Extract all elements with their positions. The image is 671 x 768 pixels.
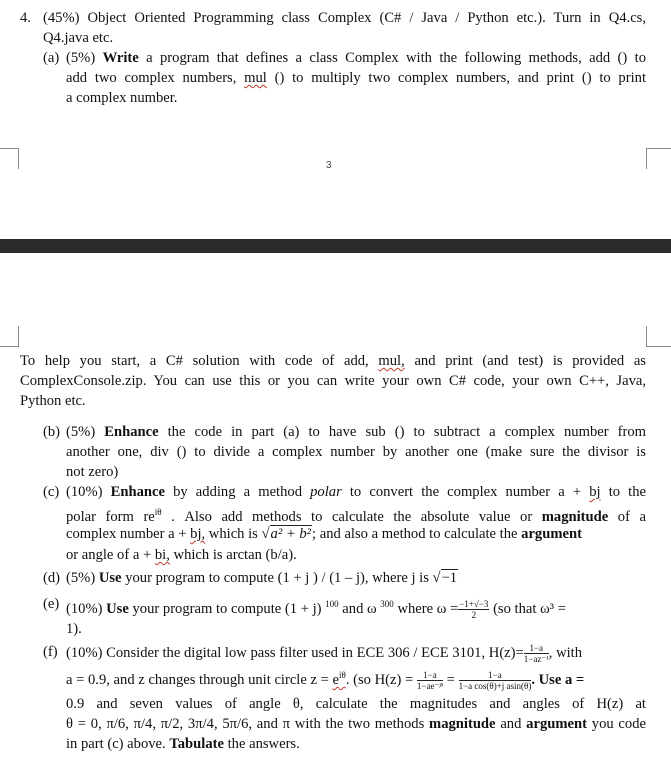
q4-heading-line2: Q4.java etc. bbox=[43, 30, 114, 46]
part-c-line3: complex number a + bj, which is √a² + b²; and also a method to calculate the argument bbox=[66, 526, 582, 542]
part-d-line1: (5%) Use your program to compute (1 + j ) / (1 – j), where j is √−1 bbox=[66, 570, 458, 586]
part-a-line2: add two complex numbers, mul () to multiply two complex numbers, and print () to print bbox=[66, 70, 646, 86]
page-corner-mark bbox=[646, 326, 671, 347]
part-f-label: (f) bbox=[43, 644, 58, 660]
part-c-line1: (10%) Enhance by adding a method polar to convert the complex number a + bj to the bbox=[66, 484, 646, 500]
part-c-label: (c) bbox=[43, 484, 60, 500]
part-b-line3: not zero) bbox=[66, 464, 119, 480]
part-e-line2: 1). bbox=[66, 621, 82, 637]
q4-heading-line1: (45%) Object Oriented Programming class Complex (C# / Java / Python etc.). Turn in Q4.cs, bbox=[43, 10, 646, 26]
part-c-line2: polar form $re^{i\theta}$ . Also add methods to calculate the absolute value or magnitude of a bbox=[66, 507, 646, 525]
part-e-label: (e) bbox=[43, 596, 60, 612]
page-number: 3 bbox=[326, 160, 332, 171]
page-corner-mark bbox=[0, 148, 19, 169]
help-line3: Python etc. bbox=[20, 393, 86, 409]
part-f-line4: θ = 0, π/6, π/4, π/2, 3π/4, 5π/6, and π with the two methods magnitude and argument you code bbox=[66, 716, 646, 732]
part-f-line3: 0.9 and seven values of angle θ, calculate the magnitudes and angles of H(z) at bbox=[66, 696, 646, 712]
part-a-label: (a) bbox=[43, 50, 60, 66]
part-f-line2: a = 0.9, and z changes through unit circle $z = e^{i\theta}$. (so H(z) = $\frac{1-a}{\text{1−ae⁻ʲᶿ}}$ = $\frac{1-a}{\text{1−a cos(θ)+j asin(θ)}}$ . Use a = bbox=[66, 670, 585, 692]
q4-number: 4. bbox=[20, 10, 31, 26]
page-break-band bbox=[0, 239, 671, 253]
part-a-line3: a complex number. bbox=[66, 90, 178, 106]
part-f-line5: in part (c) above. Tabulate the answers. bbox=[66, 736, 300, 752]
part-a-line1: (5%) Write a program that defines a class Complex with the following methods, add () to bbox=[66, 50, 646, 66]
part-c-line4: or angle of a + bi, which is arctan (b/a). bbox=[66, 547, 297, 563]
part-f-line1: (10%) Consider the digital low pass filter used in ECE 306 / ECE 3101, H(z)= $\frac{1-a}{\text{1−az⁻¹}}$ , with bbox=[66, 643, 583, 664]
page-corner-mark bbox=[0, 326, 19, 347]
part-d-label: (d) bbox=[43, 570, 61, 586]
help-line1: To help you start, a C# solution with code of add, mul, and print (and test) is provided as bbox=[20, 353, 646, 369]
part-e-line1: (10%) Use your program to compute (1 + j) $^{100}$ and ω $^{300}$ where ω = $\frac{-1+√-3}{2}$ (so that ω³ = bbox=[66, 599, 566, 621]
part-b-line2: another one, div () to divide a complex number by another one (make sure the divisor is bbox=[66, 444, 646, 460]
part-b-label: (b) bbox=[43, 424, 61, 440]
page-corner-mark bbox=[646, 148, 671, 169]
part-b-line1: (5%) Enhance the code in part (a) to have sub () to subtract a complex number from bbox=[66, 424, 646, 440]
help-line2: ComplexConsole.zip. You can use this or you can write your own C# code, your own C++, Java, bbox=[20, 373, 646, 389]
